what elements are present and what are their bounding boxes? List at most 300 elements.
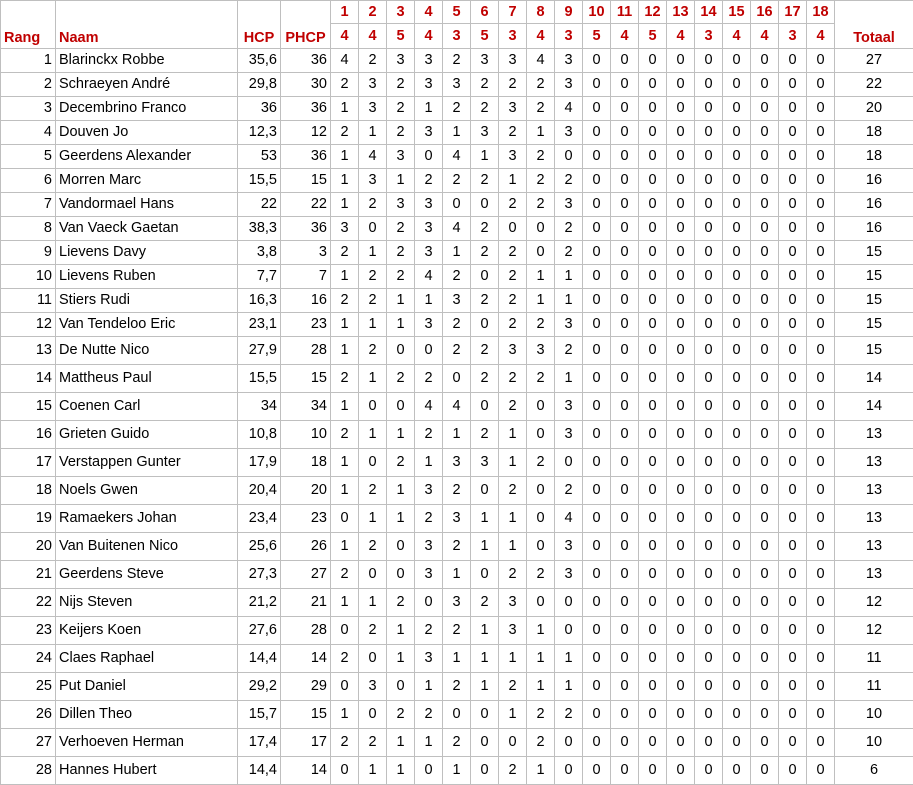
score-cell: 0 xyxy=(583,728,611,756)
score-cell: 2 xyxy=(499,672,527,700)
score-cell: 0 xyxy=(639,476,667,504)
score-cell: 0 xyxy=(583,672,611,700)
score-cell: 3 xyxy=(443,588,471,616)
rank-cell: 26 xyxy=(1,700,56,728)
score-cell: 0 xyxy=(639,588,667,616)
score-cell: 0 xyxy=(639,192,667,216)
score-cell: 3 xyxy=(499,336,527,364)
score-cell: 0 xyxy=(583,168,611,192)
score-cell: 0 xyxy=(779,48,807,72)
score-cell: 1 xyxy=(331,96,359,120)
score-cell: 1 xyxy=(331,144,359,168)
total-cell: 13 xyxy=(835,476,913,504)
score-cell: 0 xyxy=(695,560,723,588)
score-cell: 0 xyxy=(471,392,499,420)
score-cell: 0 xyxy=(779,644,807,672)
rank-cell: 12 xyxy=(1,312,56,336)
total-cell: 16 xyxy=(835,168,913,192)
score-cell: 0 xyxy=(527,532,555,560)
hcp-cell: 15,5 xyxy=(238,364,281,392)
score-cell: 0 xyxy=(751,756,779,784)
score-cell: 0 xyxy=(751,264,779,288)
score-cell: 4 xyxy=(331,48,359,72)
score-cell: 0 xyxy=(611,448,639,476)
header-hole-number: 6 xyxy=(471,1,499,24)
score-cell: 2 xyxy=(331,288,359,312)
score-cell: 0 xyxy=(471,264,499,288)
score-cell: 0 xyxy=(583,448,611,476)
score-cell: 1 xyxy=(331,312,359,336)
score-cell: 2 xyxy=(471,168,499,192)
score-cell: 1 xyxy=(471,532,499,560)
rank-cell: 24 xyxy=(1,644,56,672)
header-rank: Rang xyxy=(1,24,56,49)
score-cell: 1 xyxy=(527,756,555,784)
header-blank xyxy=(238,1,281,24)
score-cell: 0 xyxy=(639,312,667,336)
score-cell: 2 xyxy=(359,616,387,644)
score-cell: 0 xyxy=(807,72,835,96)
score-cell: 0 xyxy=(723,476,751,504)
phcp-cell: 28 xyxy=(281,336,331,364)
phcp-cell: 28 xyxy=(281,616,331,644)
score-cell: 2 xyxy=(443,96,471,120)
score-cell: 1 xyxy=(527,120,555,144)
score-cell: 1 xyxy=(555,644,583,672)
name-cell: Geerdens Alexander xyxy=(56,144,238,168)
header-hole-par: 3 xyxy=(779,24,807,49)
phcp-cell: 15 xyxy=(281,168,331,192)
score-cell: 0 xyxy=(779,728,807,756)
score-cell: 2 xyxy=(359,336,387,364)
score-cell: 0 xyxy=(751,364,779,392)
hcp-cell: 16,3 xyxy=(238,288,281,312)
phcp-cell: 23 xyxy=(281,504,331,532)
score-cell: 0 xyxy=(331,756,359,784)
rank-cell: 4 xyxy=(1,120,56,144)
score-cell: 3 xyxy=(387,48,415,72)
score-cell: 2 xyxy=(527,560,555,588)
score-cell: 2 xyxy=(499,288,527,312)
score-cell: 0 xyxy=(751,420,779,448)
score-cell: 0 xyxy=(723,96,751,120)
score-cell: 3 xyxy=(499,616,527,644)
score-cell: 4 xyxy=(359,144,387,168)
score-cell: 0 xyxy=(667,476,695,504)
phcp-cell: 15 xyxy=(281,364,331,392)
rank-cell: 10 xyxy=(1,264,56,288)
table-row xyxy=(1,240,913,264)
score-cell: 0 xyxy=(611,72,639,96)
score-cell: 1 xyxy=(443,120,471,144)
score-cell: 1 xyxy=(387,312,415,336)
score-cell: 3 xyxy=(415,48,443,72)
total-cell: 13 xyxy=(835,560,913,588)
score-cell: 0 xyxy=(667,264,695,288)
score-cell: 3 xyxy=(415,120,443,144)
score-cell: 2 xyxy=(471,336,499,364)
score-cell: 1 xyxy=(387,476,415,504)
score-cell: 0 xyxy=(583,120,611,144)
score-cell: 3 xyxy=(555,532,583,560)
score-cell: 4 xyxy=(443,144,471,168)
score-cell: 0 xyxy=(611,96,639,120)
score-cell: 0 xyxy=(779,532,807,560)
score-cell: 3 xyxy=(415,644,443,672)
score-cell: 0 xyxy=(723,644,751,672)
score-cell: 1 xyxy=(499,644,527,672)
score-cell: 0 xyxy=(751,728,779,756)
header-phcp: PHCP xyxy=(281,24,331,49)
score-cell: 0 xyxy=(583,240,611,264)
score-cell: 2 xyxy=(331,120,359,144)
phcp-cell: 10 xyxy=(281,420,331,448)
score-cell: 0 xyxy=(359,392,387,420)
rank-cell: 18 xyxy=(1,476,56,504)
hcp-cell: 27,9 xyxy=(238,336,281,364)
score-cell: 0 xyxy=(667,728,695,756)
score-cell: 1 xyxy=(527,288,555,312)
score-cell: 0 xyxy=(807,560,835,588)
score-cell: 1 xyxy=(555,672,583,700)
table-row xyxy=(1,96,913,120)
score-cell: 0 xyxy=(667,48,695,72)
score-cell: 0 xyxy=(695,644,723,672)
score-cell: 0 xyxy=(779,96,807,120)
header-total: Totaal xyxy=(835,24,913,49)
name-cell: Grieten Guido xyxy=(56,420,238,448)
score-cell: 0 xyxy=(751,532,779,560)
score-cell: 2 xyxy=(555,336,583,364)
score-cell: 1 xyxy=(499,532,527,560)
score-cell: 0 xyxy=(723,532,751,560)
phcp-cell: 21 xyxy=(281,588,331,616)
score-cell: 0 xyxy=(583,312,611,336)
score-cell: 1 xyxy=(359,120,387,144)
score-cell: 0 xyxy=(723,288,751,312)
total-cell: 6 xyxy=(835,756,913,784)
rank-cell: 9 xyxy=(1,240,56,264)
rank-cell: 11 xyxy=(1,288,56,312)
score-cell: 0 xyxy=(583,560,611,588)
score-cell: 0 xyxy=(527,392,555,420)
score-cell: 0 xyxy=(499,216,527,240)
score-cell: 0 xyxy=(611,728,639,756)
score-cell: 3 xyxy=(555,192,583,216)
score-cell: 0 xyxy=(639,420,667,448)
score-cell: 0 xyxy=(807,672,835,700)
score-cell: 0 xyxy=(807,728,835,756)
score-cell: 0 xyxy=(555,144,583,168)
hcp-cell: 17,9 xyxy=(238,448,281,476)
total-cell: 12 xyxy=(835,616,913,644)
score-cell: 0 xyxy=(583,96,611,120)
rank-cell: 27 xyxy=(1,728,56,756)
score-cell: 3 xyxy=(555,560,583,588)
score-cell: 0 xyxy=(807,616,835,644)
score-cell: 0 xyxy=(807,392,835,420)
score-cell: 0 xyxy=(583,192,611,216)
score-cell: 0 xyxy=(667,532,695,560)
total-cell: 15 xyxy=(835,312,913,336)
score-cell: 0 xyxy=(667,756,695,784)
rank-cell: 8 xyxy=(1,216,56,240)
score-cell: 0 xyxy=(695,192,723,216)
score-cell: 0 xyxy=(583,72,611,96)
name-cell: Stiers Rudi xyxy=(56,288,238,312)
header-hole-number: 12 xyxy=(639,1,667,24)
score-cell: 2 xyxy=(415,616,443,644)
score-cell: 0 xyxy=(807,476,835,504)
phcp-cell: 27 xyxy=(281,560,331,588)
name-cell: Geerdens Steve xyxy=(56,560,238,588)
score-cell: 0 xyxy=(387,672,415,700)
score-cell: 0 xyxy=(723,240,751,264)
score-cell: 1 xyxy=(331,448,359,476)
score-cell: 0 xyxy=(779,616,807,644)
score-cell: 0 xyxy=(779,288,807,312)
header-hole-number: 14 xyxy=(695,1,723,24)
hcp-cell: 34 xyxy=(238,392,281,420)
score-cell: 0 xyxy=(583,264,611,288)
phcp-cell: 12 xyxy=(281,120,331,144)
hcp-cell: 25,6 xyxy=(238,532,281,560)
score-cell: 0 xyxy=(807,336,835,364)
score-cell: 0 xyxy=(611,144,639,168)
score-cell: 0 xyxy=(667,144,695,168)
score-cell: 0 xyxy=(471,312,499,336)
score-cell: 0 xyxy=(723,588,751,616)
hcp-cell: 15,5 xyxy=(238,168,281,192)
score-cell: 2 xyxy=(415,700,443,728)
score-cell: 2 xyxy=(359,288,387,312)
hcp-cell: 27,3 xyxy=(238,560,281,588)
score-cell: 3 xyxy=(499,144,527,168)
score-cell: 2 xyxy=(443,336,471,364)
score-cell: 0 xyxy=(695,476,723,504)
score-cell: 2 xyxy=(331,72,359,96)
score-cell: 0 xyxy=(779,392,807,420)
score-cell: 0 xyxy=(415,144,443,168)
score-cell: 0 xyxy=(723,392,751,420)
score-cell: 0 xyxy=(751,120,779,144)
score-cell: 3 xyxy=(471,48,499,72)
name-cell: Van Buitenen Nico xyxy=(56,532,238,560)
score-cell: 0 xyxy=(779,476,807,504)
name-cell: Dillen Theo xyxy=(56,700,238,728)
score-cell: 0 xyxy=(667,288,695,312)
score-cell: 0 xyxy=(667,336,695,364)
table-row xyxy=(1,532,913,560)
score-cell: 2 xyxy=(387,700,415,728)
score-cell: 0 xyxy=(471,560,499,588)
header-hole-number: 13 xyxy=(667,1,695,24)
table-row xyxy=(1,448,913,476)
score-cell: 1 xyxy=(443,420,471,448)
score-cell: 0 xyxy=(583,336,611,364)
score-cell: 0 xyxy=(807,364,835,392)
score-cell: 3 xyxy=(415,216,443,240)
score-cell: 0 xyxy=(751,560,779,588)
score-cell: 0 xyxy=(751,504,779,532)
score-cell: 2 xyxy=(443,48,471,72)
score-cell: 1 xyxy=(555,264,583,288)
score-cell: 0 xyxy=(779,336,807,364)
score-cell: 0 xyxy=(695,240,723,264)
score-cell: 4 xyxy=(443,216,471,240)
score-cell: 1 xyxy=(527,672,555,700)
header-hole-par: 4 xyxy=(723,24,751,49)
score-cell: 0 xyxy=(723,312,751,336)
score-cell: 3 xyxy=(415,312,443,336)
total-cell: 11 xyxy=(835,644,913,672)
score-cell: 0 xyxy=(639,240,667,264)
score-cell: 0 xyxy=(331,616,359,644)
total-cell: 14 xyxy=(835,364,913,392)
rank-cell: 1 xyxy=(1,48,56,72)
score-cell: 0 xyxy=(695,504,723,532)
hcp-cell: 14,4 xyxy=(238,644,281,672)
score-cell: 0 xyxy=(695,700,723,728)
score-cell: 2 xyxy=(471,240,499,264)
score-cell: 1 xyxy=(499,168,527,192)
score-cell: 0 xyxy=(359,700,387,728)
score-cell: 0 xyxy=(779,448,807,476)
score-cell: 2 xyxy=(443,476,471,504)
score-cell: 0 xyxy=(555,448,583,476)
score-cell: 2 xyxy=(359,532,387,560)
score-cell: 0 xyxy=(723,700,751,728)
score-cell: 2 xyxy=(443,532,471,560)
score-cell: 1 xyxy=(499,700,527,728)
score-cell: 2 xyxy=(443,168,471,192)
score-cell: 0 xyxy=(611,420,639,448)
score-cell: 2 xyxy=(359,48,387,72)
score-cell: 0 xyxy=(751,48,779,72)
rank-cell: 17 xyxy=(1,448,56,476)
hcp-cell: 38,3 xyxy=(238,216,281,240)
score-cell: 2 xyxy=(415,504,443,532)
score-cell: 2 xyxy=(387,448,415,476)
score-cell: 1 xyxy=(527,264,555,288)
score-cell: 0 xyxy=(807,700,835,728)
table-row xyxy=(1,560,913,588)
score-cell: 0 xyxy=(611,336,639,364)
score-cell: 0 xyxy=(723,448,751,476)
score-cell: 2 xyxy=(443,672,471,700)
hcp-cell: 20,4 xyxy=(238,476,281,504)
score-cell: 2 xyxy=(499,756,527,784)
header-hole-number: 15 xyxy=(723,1,751,24)
score-cell: 0 xyxy=(639,448,667,476)
score-cell: 0 xyxy=(639,96,667,120)
total-cell: 15 xyxy=(835,240,913,264)
phcp-cell: 16 xyxy=(281,288,331,312)
score-cell: 0 xyxy=(751,288,779,312)
score-cell: 0 xyxy=(751,168,779,192)
score-cell: 0 xyxy=(807,144,835,168)
score-cell: 2 xyxy=(527,168,555,192)
score-cell: 2 xyxy=(331,644,359,672)
score-cell: 0 xyxy=(751,672,779,700)
score-cell: 0 xyxy=(639,72,667,96)
score-cell: 3 xyxy=(415,476,443,504)
score-cell: 0 xyxy=(667,120,695,144)
total-cell: 18 xyxy=(835,120,913,144)
score-cell: 0 xyxy=(751,216,779,240)
score-cell: 0 xyxy=(639,728,667,756)
name-cell: Nijs Steven xyxy=(56,588,238,616)
score-cell: 0 xyxy=(443,364,471,392)
score-cell: 1 xyxy=(359,420,387,448)
score-cell: 0 xyxy=(639,560,667,588)
score-cell: 0 xyxy=(695,616,723,644)
score-cell: 0 xyxy=(807,420,835,448)
score-cell: 0 xyxy=(527,216,555,240)
table-row xyxy=(1,476,913,504)
score-cell: 3 xyxy=(443,504,471,532)
name-cell: Hannes Hubert xyxy=(56,756,238,784)
score-cell: 0 xyxy=(667,216,695,240)
name-cell: Mattheus Paul xyxy=(56,364,238,392)
score-cell: 2 xyxy=(387,120,415,144)
score-cell: 2 xyxy=(415,364,443,392)
score-cell: 3 xyxy=(555,312,583,336)
table-row xyxy=(1,364,913,392)
score-cell: 1 xyxy=(415,448,443,476)
name-cell: Claes Raphael xyxy=(56,644,238,672)
header-blank xyxy=(835,1,913,24)
score-cell: 2 xyxy=(471,588,499,616)
score-cell: 2 xyxy=(555,168,583,192)
score-cell: 2 xyxy=(499,364,527,392)
score-cell: 0 xyxy=(807,644,835,672)
score-cell: 0 xyxy=(667,192,695,216)
header-hole-number: 3 xyxy=(387,1,415,24)
total-cell: 18 xyxy=(835,144,913,168)
phcp-cell: 18 xyxy=(281,448,331,476)
score-cell: 1 xyxy=(359,240,387,264)
rank-cell: 7 xyxy=(1,192,56,216)
score-cell: 0 xyxy=(583,288,611,312)
score-cell: 2 xyxy=(499,192,527,216)
score-cell: 0 xyxy=(695,336,723,364)
name-cell: Lievens Ruben xyxy=(56,264,238,288)
phcp-cell: 15 xyxy=(281,700,331,728)
score-cell: 0 xyxy=(695,448,723,476)
score-cell: 0 xyxy=(555,756,583,784)
name-cell: Blarinckx Robbe xyxy=(56,48,238,72)
score-cell: 1 xyxy=(471,144,499,168)
score-cell: 2 xyxy=(471,364,499,392)
score-cell: 1 xyxy=(387,756,415,784)
score-cell: 3 xyxy=(359,72,387,96)
score-cell: 1 xyxy=(415,288,443,312)
score-cell: 0 xyxy=(611,312,639,336)
score-cell: 0 xyxy=(583,48,611,72)
phcp-cell: 34 xyxy=(281,392,331,420)
score-cell: 0 xyxy=(611,168,639,192)
header-hole-par: 4 xyxy=(611,24,639,49)
table-row xyxy=(1,48,913,72)
header-hole-par: 4 xyxy=(751,24,779,49)
score-cell: 3 xyxy=(331,216,359,240)
score-cell: 0 xyxy=(639,392,667,420)
score-cell: 0 xyxy=(695,420,723,448)
score-cell: 2 xyxy=(387,216,415,240)
score-cell: 3 xyxy=(443,72,471,96)
score-cell: 0 xyxy=(751,240,779,264)
